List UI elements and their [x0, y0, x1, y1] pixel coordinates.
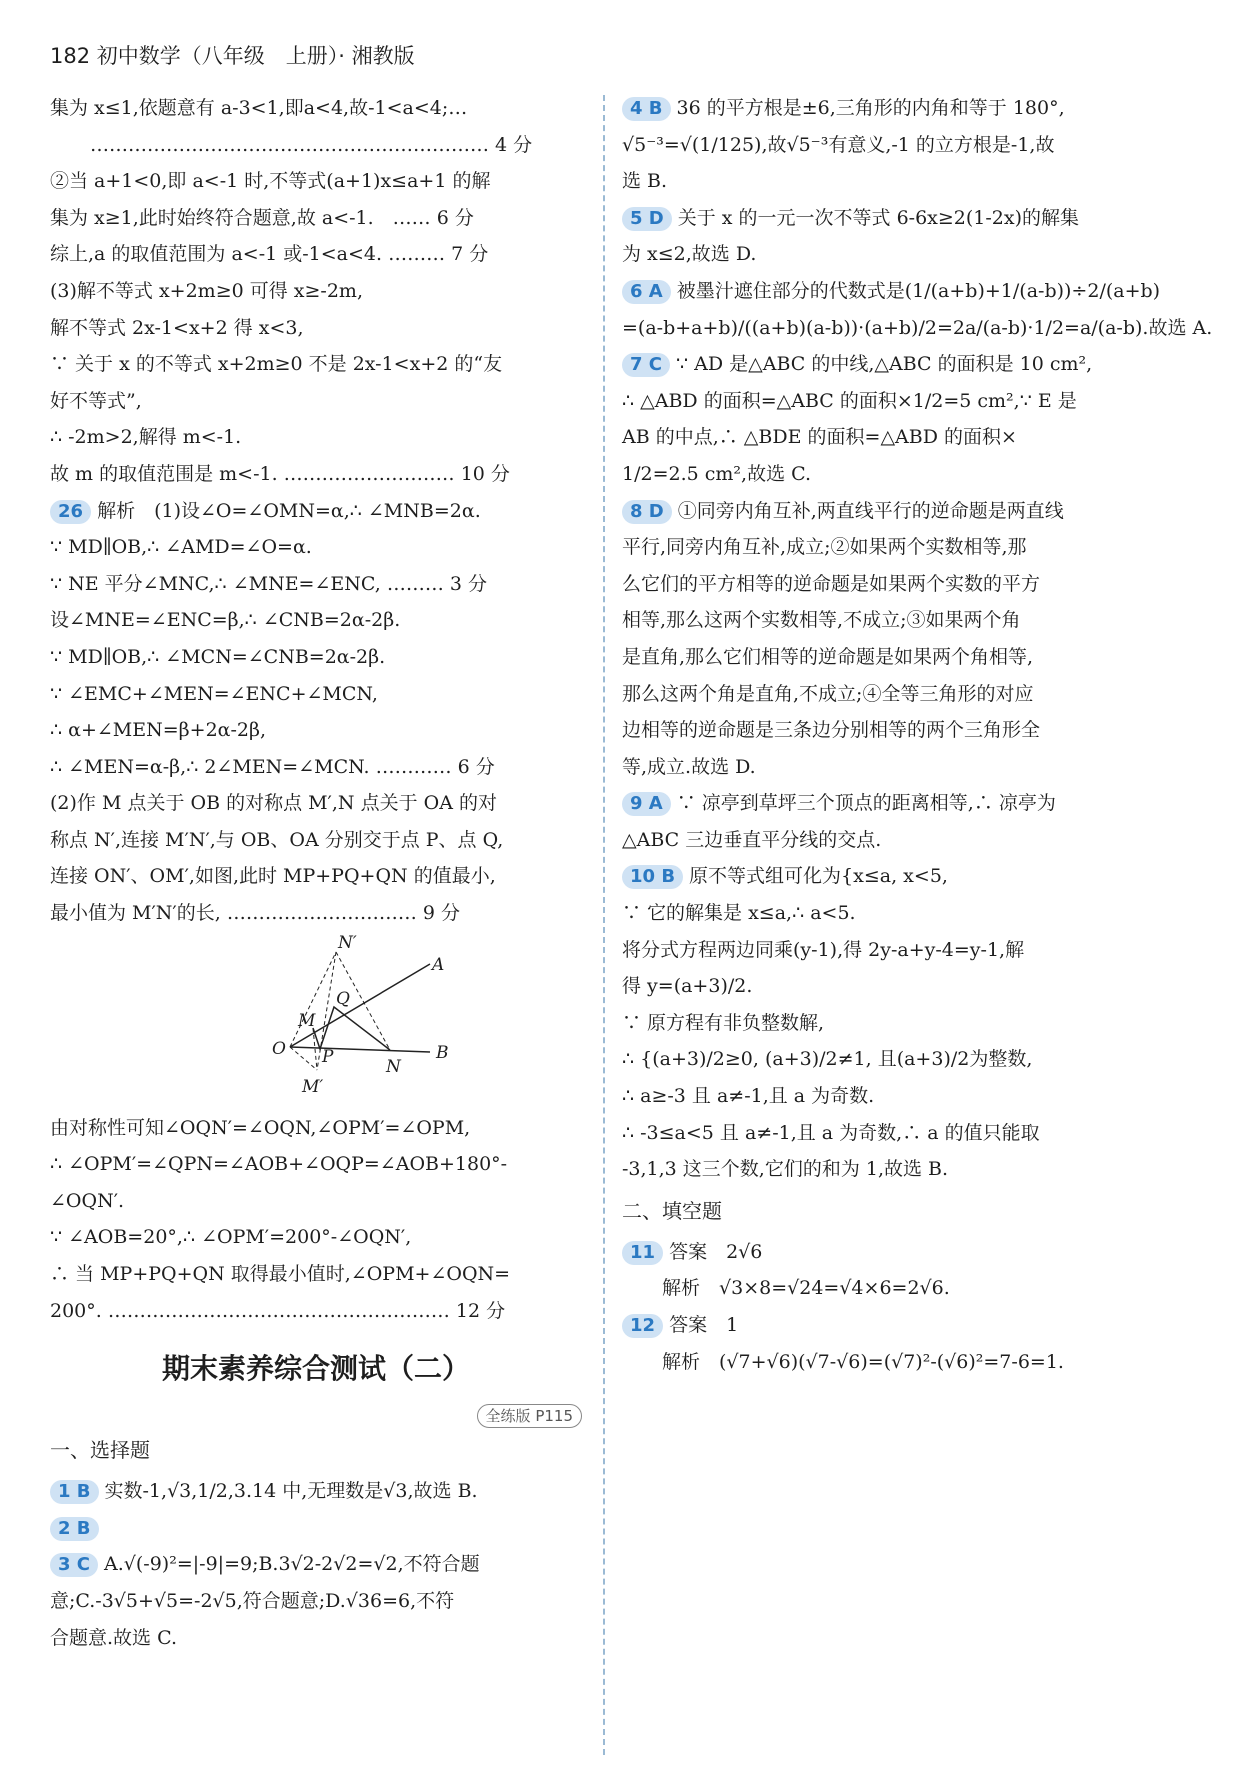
figure-label: N′	[338, 932, 357, 953]
question-badge: 2 B	[50, 1517, 99, 1541]
text-line: ∴ -2m>2,解得 m<-1.	[50, 426, 242, 449]
text-line: 是直角,那么它们相等的逆命题是如果两个角相等,	[622, 645, 1034, 668]
question-badge: 6 A	[622, 280, 671, 304]
question-badge: 11	[622, 1241, 663, 1265]
figure-label: O	[272, 1038, 286, 1059]
answer-item: 11 答案 2√6	[622, 1234, 1150, 1271]
subsection-title: 一、选择题	[50, 1438, 150, 1463]
text-line: 么它们的平方相等的逆命题是如果两个实数的平方	[622, 572, 1041, 595]
text-line: ∠OQN′.	[50, 1189, 125, 1212]
text-line: ∴ a≥-3 且 a≠-1,且 a 为奇数.	[622, 1085, 875, 1108]
column-divider	[603, 95, 605, 1755]
text-line: 合题意.故选 C.	[50, 1626, 177, 1649]
text-line: ∴ -3≤a<5 且 a≠-1,且 a 为奇数,∴ a 的值只能取	[622, 1121, 1040, 1144]
text-line: 得 y=(a+3)/2.	[622, 975, 753, 998]
text-line: 相等,那么这两个实数相等,不成立;③如果两个角	[622, 609, 1021, 632]
text-line: 集为 x≥1,此时始终符合题意,故 a<-1. …… 6 分	[50, 206, 474, 229]
text-line: ∴ α+∠MEN=β+2α-2β,	[50, 719, 267, 742]
text-line: ∵ ∠AOB=20°,∴ ∠OPM′=200°-∠OQN′,	[50, 1226, 412, 1249]
text-line: ∵ 它的解集是 x≤a,∴ a<5.	[622, 902, 856, 925]
q26-first-line: 26 解析 (1)设∠O=∠OMN=α,∴ ∠MNB=2α.	[50, 493, 582, 530]
question-badge: 4 B	[622, 97, 671, 121]
figure-label: N	[386, 1056, 401, 1077]
text-line: △ABC 三边垂直平分线的交点.	[622, 828, 882, 851]
figure-label: P	[322, 1046, 334, 1067]
text-line: AB 的中点,∴ △BDE 的面积=△ABD 的面积×	[622, 426, 1017, 449]
answer-item: 9 A ∵ 凉亭到草坪三个顶点的距离相等,∴ 凉亭为	[622, 785, 1150, 822]
figure-label: A	[432, 954, 445, 975]
answer-item	[50, 1510, 582, 1547]
answer-item: 1 B 实数-1,√3,1/2,3.14 中,无理数是√3,故选 B.	[50, 1473, 582, 1510]
text-line: ∵ MD∥OB,∴ ∠MCN=∠CNB=2α-2β.	[50, 645, 386, 668]
answer-item: 5 D 关于 x 的一元一次不等式 6-6x≥2(1-2x)的解集	[622, 200, 1150, 237]
answer-item: 8 D ①同旁内角互补,两直线平行的逆命题是两直线	[622, 493, 1150, 530]
text-line: =(a-b+a+b)/((a+b)(a-b))·(a+b)/2=2a/(a-b)·1/2=a/(a-b).故选 A.	[622, 316, 1213, 339]
text-line: 由对称性可知∠OQN′=∠OQN,∠OPM′=∠OPM,	[50, 1116, 471, 1139]
text-line: ②当 a+1<0,即 a<-1 时,不等式(a+1)x≤a+1 的解	[50, 170, 491, 193]
page-header: 182 初中数学（八年级 上册）· 湘教版	[50, 44, 415, 68]
text-line: ∴ {(a+3)/2≥0, (a+3)/2≠1, 且(a+3)/2为整数,	[622, 1048, 1033, 1071]
text-line: 好不等式”,	[50, 389, 142, 412]
question-badge: 1 B	[50, 1480, 99, 1504]
answer-item: 7 C ∵ AD 是△ABC 的中线,△ABC 的面积是 10 cm²,	[622, 346, 1150, 383]
text-line: 连接 ON′、OM′,如图,此时 MP+PQ+QN 的值最小,	[50, 865, 496, 888]
text-line: 边相等的逆命题是三条边分别相等的两个三角形全	[622, 719, 1041, 742]
text-line: ∴ ∠OPM′=∠QPN=∠AOB+∠OQP=∠AOB+180°-	[50, 1153, 508, 1176]
question-badge: 9 A	[622, 792, 671, 816]
text-line: 平行,同旁内角互补,成立;②如果两个实数相等,那	[622, 536, 1027, 559]
answer-item: 12 答案 1	[622, 1307, 1150, 1344]
question-badge: 8 D	[622, 500, 672, 524]
figure-label: Q	[336, 988, 350, 1009]
text-line: 1/2=2.5 cm²,故选 C.	[622, 462, 812, 485]
text-line: ∵ MD∥OB,∴ ∠AMD=∠O=α.	[50, 536, 312, 559]
text-line: 解析 √3×8=√24=√4×6=2√6.	[662, 1277, 950, 1300]
text-line: ∵ ∠EMC+∠MEN=∠ENC+∠MCN,	[50, 682, 378, 705]
text-line: 200°. ……………………………………………… 12 分	[50, 1299, 506, 1322]
text-line: ∵ 关于 x 的不等式 x+2m≥0 不是 2x-1<x+2 的“友	[50, 353, 503, 376]
text-line: ∵ NE 平分∠MNC,∴ ∠MNE=∠ENC, ……… 3 分	[50, 572, 488, 595]
question-badge: 10 B	[622, 865, 683, 889]
figure-label: M′	[302, 1076, 324, 1097]
text-line: 故 m 的取值范围是 m<-1. ……………………… 10 分	[50, 462, 510, 485]
text-line: 最小值为 M′N′的长, ………………………… 9 分	[50, 902, 460, 925]
figure-label: B	[436, 1042, 449, 1063]
text-line: 设∠MNE=∠ENC=β,∴ ∠CNB=2α-2β.	[50, 609, 401, 632]
text-line: 解析 (√7+√6)(√7-√6)=(√7)²-(√6)²=7-6=1.	[662, 1350, 1064, 1373]
section-title: 期末素养综合测试（二）	[161, 1352, 470, 1386]
text-line: ∴ 当 MP+PQ+QN 取得最小值时,∠OPM+∠OQN=	[50, 1263, 511, 1286]
answer-item: 6 A 被墨汁遮住部分的代数式是(1/(a+b)+1/(a-b))÷2/(a+b)	[622, 273, 1150, 310]
text-line: 集为 x≤1,依题意有 a-3<1,即a<4,故-1<a<4;…	[50, 97, 468, 119]
geometry-figure	[50, 932, 582, 1110]
text-line: -3,1,3 这三个数,它们的和为 1,故选 B.	[622, 1158, 949, 1181]
text-line: 称点 N′,连接 M′N′,与 OB、OA 分别交于点 P、点 Q,	[50, 828, 504, 851]
text-line: 将分式方程两边同乘(y-1),得 2y-a+y-4=y-1,解	[622, 938, 1025, 961]
text-line: 意;C.-3√5+√5=-2√5,符合题意;D.√36=6,不符	[50, 1590, 455, 1612]
question-badge: 3 C	[50, 1553, 98, 1577]
left-column	[50, 90, 582, 1656]
answer-item: 4 B 36 的平方根是±6,三角形的内角和等于 180°,	[622, 90, 1150, 127]
question-badge: 12	[622, 1314, 663, 1338]
text-line: ∴ △ABD 的面积=△ABC 的面积×1/2=5 cm²,∵ E 是	[622, 389, 1077, 412]
text-line: 综上,a 的取值范围为 a<-1 或-1<a<4. ……… 7 分	[50, 243, 489, 266]
text-line: ∵ 原方程有非负整数解,	[622, 1011, 825, 1034]
answer-item: 10 B 原不等式组可化为{x≤a, x<5,	[622, 858, 1150, 895]
text-line: 为 x≤2,故选 D.	[622, 243, 757, 266]
text-line: (3)解不等式 x+2m≥0 可得 x≥-2m,	[50, 279, 363, 302]
text-line: (2)作 M 点关于 OB 的对称点 M′,N 点关于 OA 的对	[50, 792, 497, 815]
question-badge: 7 C	[622, 353, 670, 377]
text-line: 等,成立.故选 D.	[622, 755, 756, 778]
reference-tag: 全练版 P115	[50, 1397, 582, 1427]
question-badge: 5 D	[622, 207, 672, 231]
text-line: 解不等式 2x-1<x+2 得 x<3,	[50, 316, 304, 339]
text-line: ∴ ∠MEN=α-β,∴ 2∠MEN=∠MCN. ………… 6 分	[50, 755, 495, 778]
question-badge: 26	[50, 500, 91, 524]
figure-label: M	[298, 1010, 316, 1031]
right-column	[622, 90, 1213, 1380]
text-line: √5⁻³=√(1/125),故√5⁻³有意义,-1 的立方根是-1,故	[622, 133, 1055, 156]
subsection-title: 二、填空题	[622, 1198, 722, 1223]
text-line: ……………………………………………………… 4 分	[90, 133, 533, 156]
text-line: 那么这两个角是直角,不成立;④全等三角形的对应	[622, 682, 1034, 705]
answer-item: 3 C A.√(-9)²=|-9|=9;B.3√2-2√2=√2,不符合题	[50, 1546, 582, 1583]
text-line: 选 B.	[622, 170, 668, 193]
